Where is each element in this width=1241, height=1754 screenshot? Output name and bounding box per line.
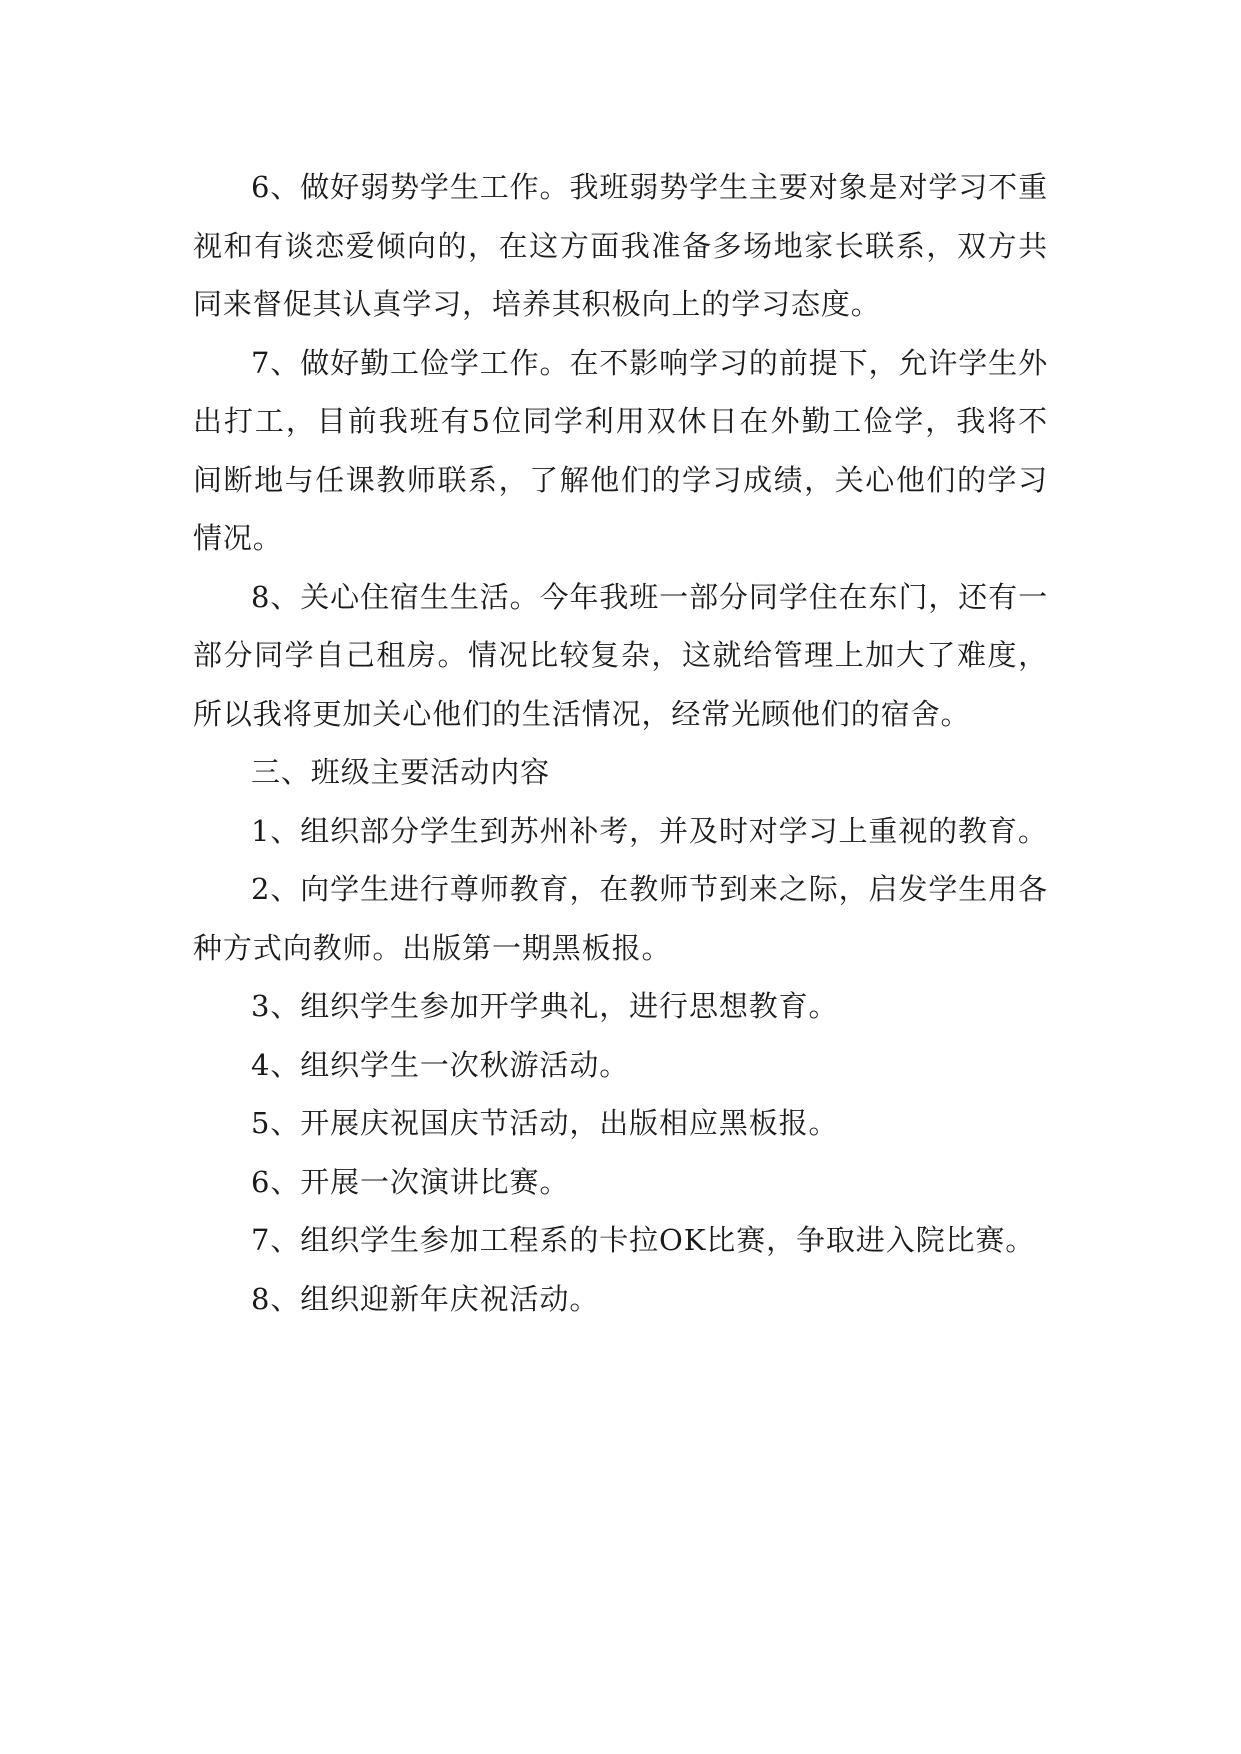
- activity-item-3: 3、组织学生参加开学典礼，进行思想教育。: [251, 989, 839, 1023]
- paragraph-item-6-weak-students: 6、做好弱势学生工作。我班弱势学生主要对象是对学习不重视和有谈恋爱倾向的，在这方面我准备多场地家长联系，双方共同来督促其认真学习，培养其积极向上的学习态度。: [193, 170, 1048, 321]
- document-body: [193, 158, 1048, 1328]
- activity-item-5: 5、开展庆祝国庆节活动，出版相应黑板报。: [251, 1106, 839, 1140]
- activity-item-8: 8、组织迎新年庆祝活动。: [251, 1281, 600, 1316]
- paragraph-item-8-boarding-students: 8、关心住宿生生活。今年我班一部分同学住在东门，还有一部分同学自己租房。情况比较复杂，这就给管理上加大了难度，所以我将更加关心他们的生活情况，经常光顾他们的宿舍。: [193, 579, 1048, 731]
- activity-item-7: 7、组织学生参加工程系的卡拉OK比赛，争取进入院比赛。: [251, 1223, 1036, 1257]
- section-heading-class-activities: 三、班级主要活动内容: [251, 755, 551, 789]
- activity-item-4: 4、组织学生一次秋游活动。: [251, 1047, 630, 1082]
- paragraph-item-7-work-study: 7、做好勤工俭学工作。在不影响学习的前提下，允许学生外出打工，目前我班有5位同学利用双休日在外勤工俭学，我将不间断地与任课教师联系，了解他们的学习成绩，关心他们的学习情况。: [193, 345, 1048, 555]
- activity-item-2: 2、向学生进行尊师教育，在教师节到来之际，启发学生用各种方式向教师。出版第一期黑板报。: [193, 872, 1048, 965]
- activity-item-6: 6、开展一次演讲比赛。: [251, 1164, 570, 1199]
- activity-item-1: 1、组织部分学生到苏州补考，并及时对学习上重视的教育。: [251, 813, 1048, 848]
